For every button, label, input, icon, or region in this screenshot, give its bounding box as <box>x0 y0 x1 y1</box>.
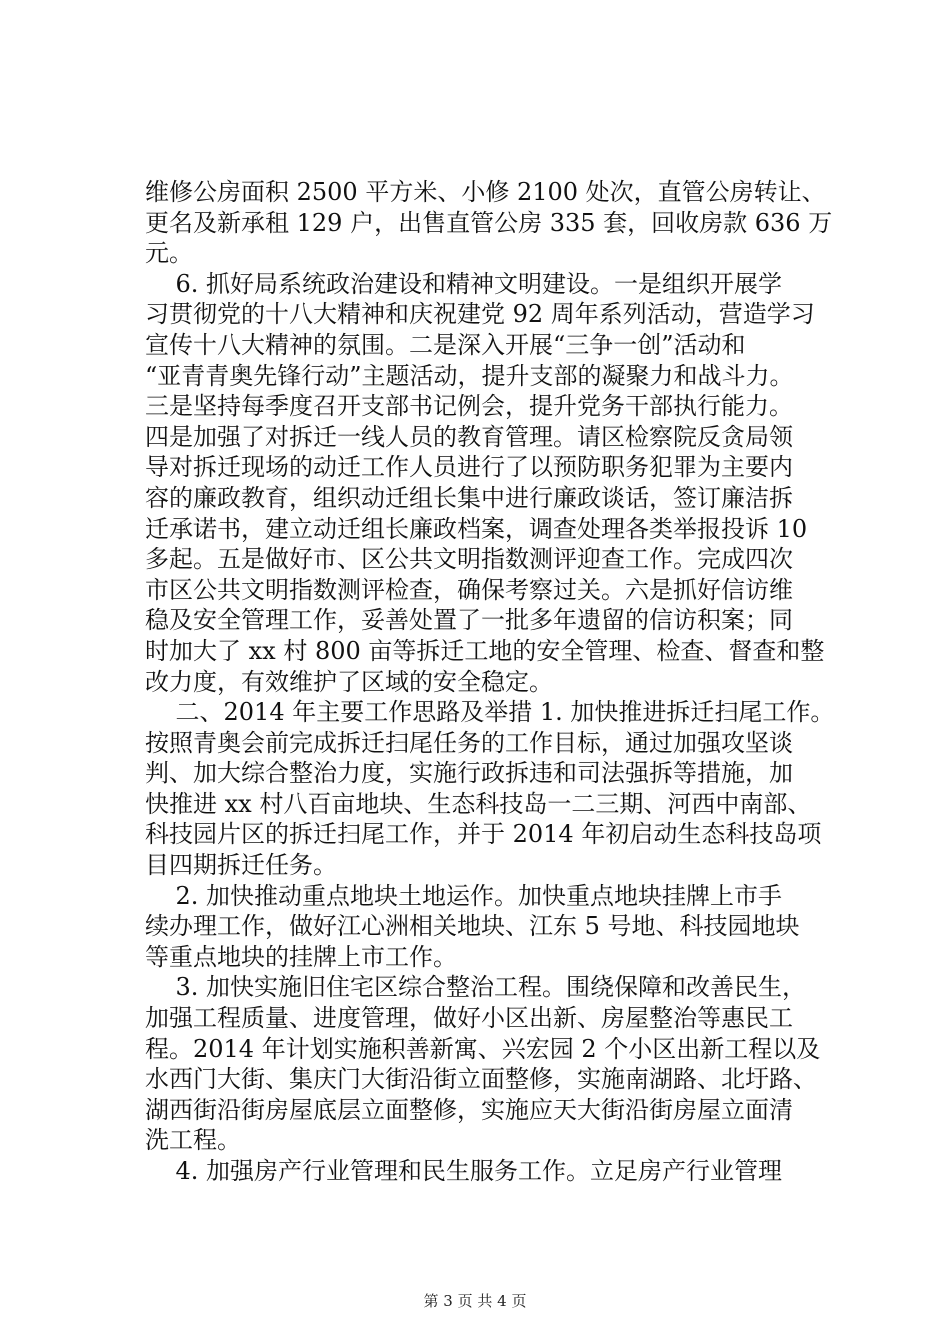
text-line: 二、2014 年主要工作思路及举措 1. 加快推进拆迁扫尾工作。 <box>145 698 835 727</box>
text-line: 迁承诺书，建立动迁组长廉政档案，调查处理各类举报投诉 10 <box>145 514 808 543</box>
text-line: 按照青奥会前完成拆迁扫尾任务的工作目标，通过加强攻坚谈 <box>145 728 793 757</box>
text-line: 科技园片区的拆迁扫尾工作，并于 2014 年初启动生态科技岛项 <box>145 820 822 849</box>
text-line: 2. 加快推动重点地块土地运作。加快重点地块挂牌上市手 <box>145 881 783 910</box>
text-line: 程。2014 年计划实施积善新寓、兴宏园 2 个小区出新工程以及 <box>145 1034 821 1063</box>
text-line: 导对拆迁现场的动迁工作人员进行了以预防职务犯罪为主要内 <box>145 453 793 482</box>
text-line: 更名及新承租 129 户，出售直管公房 335 套，回收房款 636 万 <box>145 208 833 237</box>
text-line: 宣传十八大精神的氛围。二是深入开展“三争一创”活动和 <box>145 330 746 359</box>
text-line: 湖西街沿街房屋底层立面整修，实施应天大街沿街房屋立面清 <box>145 1095 793 1124</box>
text-line: 维修公房面积 2500 平方米、小修 2100 处次，直管公房转让、 <box>145 178 826 206</box>
text-line: 3. 加快实施旧住宅区综合整治工程。围绕保障和改善民生， <box>145 973 807 1002</box>
text-line: 四是加强了对拆迁一线人员的教育管理。请区检察院反贪局领 <box>145 422 793 451</box>
text-line: 多起。五是做好市、区公共文明指数测评迎查工作。完成四次 <box>145 545 793 574</box>
text-line: 等重点地块的挂牌上市工作。 <box>145 942 457 971</box>
text-line: 习贯彻党的十八大精神和庆祝建党 92 周年系列活动，营造学习 <box>145 300 815 329</box>
text-line: 时加大了 xx 村 800 亩等拆迁工地的安全管理、检查、督查和整 <box>145 636 825 665</box>
text-line: 4. 加强房产行业管理和民生服务工作。立足房产行业管理 <box>145 1157 783 1185</box>
text-line: 目四期拆迁任务。 <box>145 851 337 880</box>
page-footer: 第 3 页 共 4 页 <box>423 1292 527 1310</box>
text-line: 6. 抓好局系统政治建设和精神文明建设。一是组织开展学 <box>145 269 783 298</box>
text-line: 稳及安全管理工作，妥善处置了一批多年遗留的信访积案；同 <box>145 606 793 635</box>
text-line: “亚青青奥先锋行动”主题活动，提升支部的凝聚力和战斗力。 <box>145 361 794 390</box>
body-text <box>145 177 840 1187</box>
text-line: 容的廉政教育，组织动迁组长集中进行廉政谈话，签订廉洁拆 <box>145 483 793 512</box>
text-line: 续办理工作，做好江心洲相关地块、江东 5 号地、科技园地块 <box>145 912 800 941</box>
text-line: 元。 <box>145 239 193 268</box>
text-line: 水西门大街、集庆门大街沿街立面整修，实施南湖路、北圩路、 <box>145 1065 817 1094</box>
text-line: 改力度，有效维护了区域的安全稳定。 <box>145 667 553 696</box>
text-line: 洗工程。 <box>145 1126 241 1155</box>
text-line: 市区公共文明指数测评检查，确保考察过关。六是抓好信访维 <box>145 575 793 604</box>
text-line: 判、加大综合整治力度，实施行政拆违和司法强拆等措施，加 <box>145 759 793 788</box>
text-line: 加强工程质量、进度管理，做好小区出新、房屋整治等惠民工 <box>145 1004 793 1033</box>
text-line: 快推进 xx 村八百亩地块、生态科技岛一二三期、河西中南部、 <box>145 789 812 818</box>
text-line: 三是坚持每季度召开支部书记例会，提升党务干部执行能力。 <box>145 392 793 421</box>
